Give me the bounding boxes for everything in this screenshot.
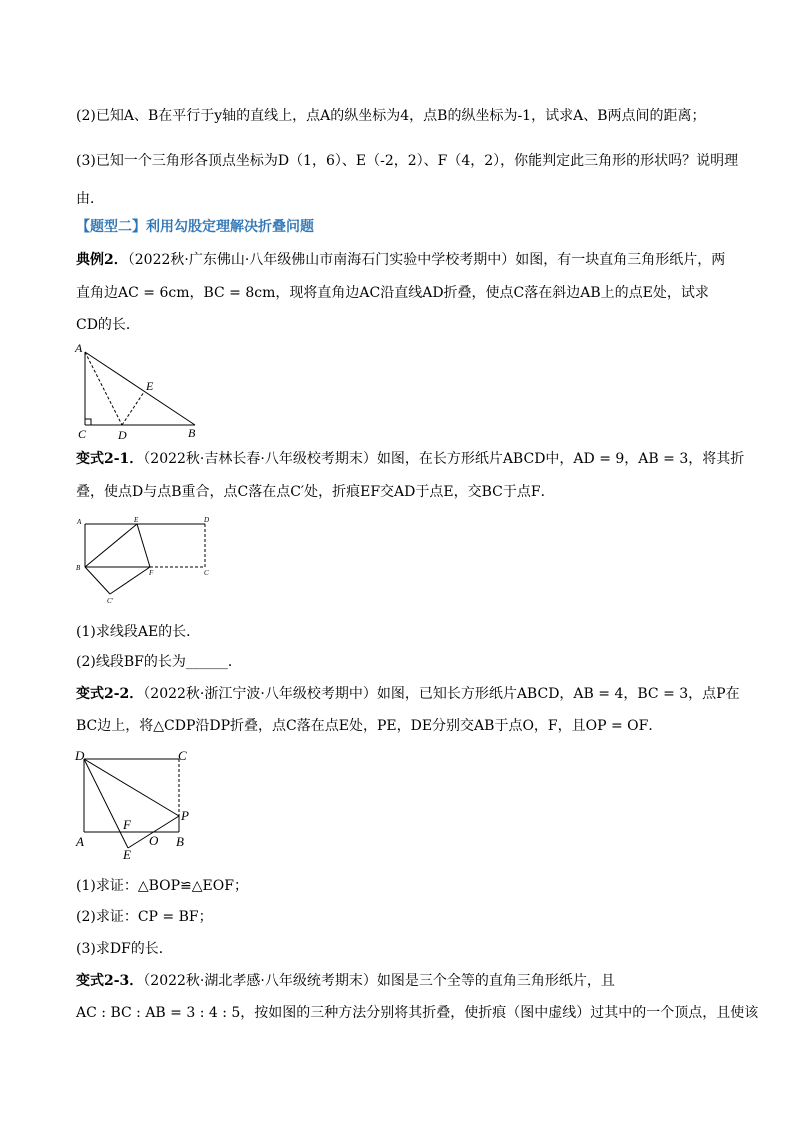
fig3-label-d: D [75,748,85,763]
fig3-label-o: O [149,833,159,848]
example-2-label: 典例2． [76,252,128,268]
fig3-label-e: E [123,847,131,860]
fig2-label-c-prime: C′ [107,597,114,605]
fig1-label-d: D [118,428,127,440]
variant-2-3-line-1 [76,971,615,991]
figure-right-triangle-fold [70,340,210,440]
variant-2-2-question-1: (1)求证：△BOP≌△EOF； [76,878,248,894]
fig2-label-c: C [204,569,209,577]
variant-2-2-line-2: BC边上，将△CDP沿DP折叠，点C落在点E处，PE，DE分别交AB于点O，F，且OP = OF． [76,718,663,734]
variant-2-2-question-2: (2)求证：CP = BF； [76,909,213,925]
example-2-line-2: 直角边AC = 6cm，BC = 8cm，现将直角边AC沿直线AD折叠，使点C落在斜边AB上的点E处，试求 [76,285,709,301]
variant-2-1-text: （2022秋·吉林长春·八年级校考期末）如图，在长方形纸片ABCD中，AD = 9，AB = 3，将其折 [143,451,745,467]
variant-2-1-question-2: (2)线段BF的长为______． [76,654,242,670]
variant-2-2-question-3: (3)求DF的长． [76,941,173,957]
fig1-label-b: B [188,426,196,440]
question-3-text-cont: 由． [76,191,104,207]
fig3-label-b: B [176,834,184,849]
fig2-label-b: B [76,564,81,572]
fig1-label-e: E [146,379,154,393]
example-2-line-1 [76,250,725,270]
fig3-label-p: P [181,808,189,823]
fig3-label-a: A [76,834,84,849]
variant-2-3-label: 变式2-3． [76,973,144,989]
question-3-text: (3)已知一个三角形各顶点坐标为D（1，6）、E（-2，2）、F（4，2），你能判定此三角形的形状吗？说明理 [76,153,739,169]
example-2-line-3: CD的长． [76,317,140,333]
variant-2-1-label: 变式2-1． [76,451,144,467]
fig2-label-d: D [204,516,210,524]
question-2-text: (2)已知A、B在平行于y轴的直线上，点A的纵坐标为4，点B的纵坐标为-1，试求A、B两点间的距离； [76,108,706,124]
variant-2-2-line-1 [76,684,740,704]
section-heading: 【题型二】利用勾股定理解决折叠问题 [76,219,314,235]
variant-2-2-label: 变式2-2． [76,686,144,702]
fig2-label-a: A [77,518,82,526]
fig1-label-c: C [78,427,87,440]
fig2-label-f: F [149,569,154,577]
fig3-label-c: C [178,748,187,763]
fig3-label-f: F [123,817,131,832]
fig1-label-a: A [75,341,83,355]
variant-2-1-line-2: 叠，使点D与点B重合，点C落在点C′处，折痕EF交AD于点E，交BC于点F． [76,484,555,500]
fig2-label-e: E [134,516,139,524]
variant-2-2-text: （2022秋·浙江宁波·八年级校考期中）如图，已知长方形纸片ABCD，AB = 4，BC = 3，点P在 [143,686,740,702]
variant-2-1-line-1 [76,449,744,469]
variant-2-1-question-1: (1)求线段AE的长． [76,624,201,640]
variant-2-3-line-2: AC : BC : AB = 3 : 4 : 5，按如图的三种方法分别将其折叠，使折痕（图中虚线）过其中的一个顶点，且使该 [76,1005,759,1021]
example-2-text: （2022秋·广东佛山·八年级佛山市南海石门实验中学校考期中）如图，有一块直角三角形纸片，两 [127,252,726,268]
variant-2-3-text: （2022秋·湖北孝感·八年级统考期末）如图是三个全等的直角三角形纸片，且 [143,973,615,989]
figure-triangle-in-rectangle-fold [70,742,210,860]
figure-rectangle-fold [70,512,220,612]
